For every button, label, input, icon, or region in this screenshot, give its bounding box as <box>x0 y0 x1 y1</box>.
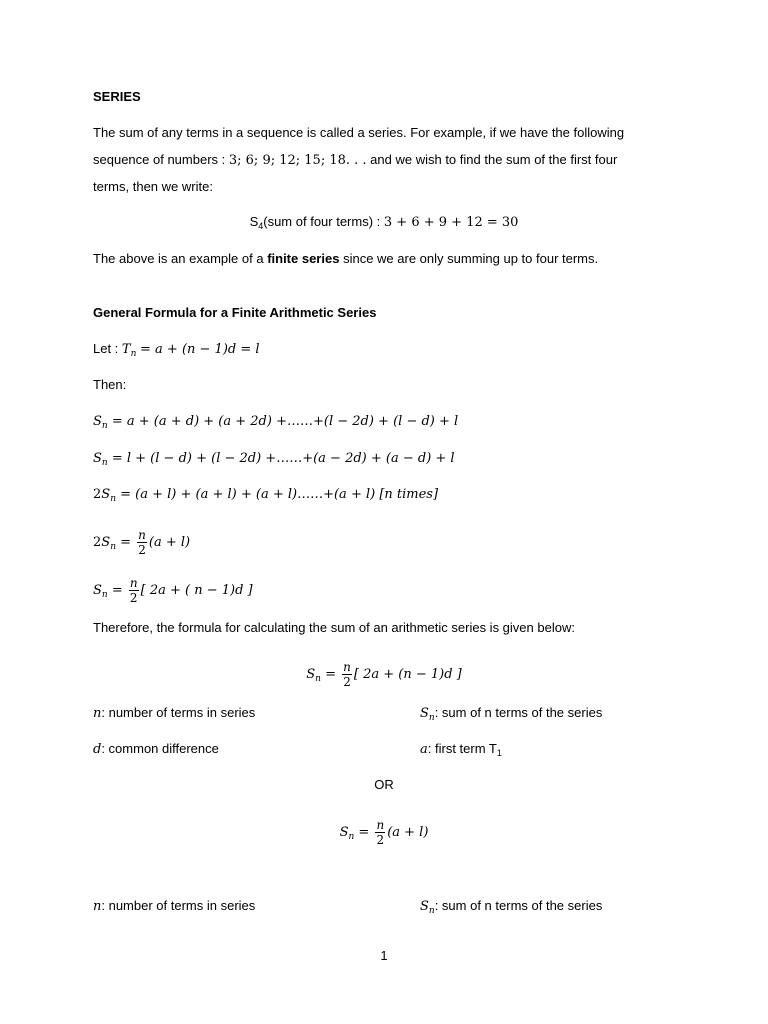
then-label: Then: <box>93 377 127 392</box>
intro-line-2-end: and we wish to find the sum of the first four <box>370 152 618 167</box>
definition-sn-text-repeat: : sum of n terms of the series <box>434 898 603 913</box>
alternate-formula: $S_n$ = $\frac{n}{2}$ (a + l) <box>339 818 429 847</box>
definition-a <box>420 740 502 759</box>
equation-4-body: (a + l) <box>148 535 191 550</box>
finite-series-term: finite series <box>267 251 340 266</box>
therefore-text: Therefore, the formula for calculating the sum of an arithmetic series is given below: <box>93 620 575 635</box>
definition-d <box>93 740 219 759</box>
definition-n <box>93 704 255 723</box>
example-subscript: 4 <box>258 221 264 231</box>
definition-n-text-repeat: : number of terms in series <box>101 898 256 913</box>
coefficient-two: 2 <box>93 487 102 502</box>
symbol-t-subscript: 1 <box>496 748 502 758</box>
intro-line-3: terms, then we write: <box>93 179 213 194</box>
fraction-n-over-2-d: $\frac{n}{2}$ <box>376 818 385 847</box>
equation-sum-forward: $S_n = a + (a + d) + (a + 2d)$ +……+(l − 2d) + (l − d) + l <box>93 414 459 431</box>
equation-sum-result: $S_n$ = $\frac{n}{2}$ [ 2a + ( n − 1)d ] <box>93 576 253 605</box>
symbol-s-subscript-repeat: n <box>428 906 435 916</box>
equation-double-sum-fraction: $2S_n$ = $\frac{n}{2}$ (a + l) <box>93 528 191 557</box>
symbol-s-subscript: n <box>428 713 435 723</box>
symbol-s-repeat: S <box>420 899 429 914</box>
or-separator: OR <box>374 777 394 792</box>
let-label: Let : <box>93 341 119 356</box>
fraction-n-over-2-b: $\frac{n}{2}$ <box>129 576 138 605</box>
finite-note-before: The above is an example of a <box>93 251 264 266</box>
symbol-d: d <box>93 742 102 757</box>
coefficient-two-b: 2 <box>93 535 102 550</box>
let-definition: Let : $T_n = a + (n - 1)d = l$ <box>93 341 260 359</box>
let-expression: = a + (n − 1)d = l <box>140 342 260 357</box>
example-label: (sum of four terms) : <box>263 214 381 229</box>
finite-series-note <box>93 250 598 268</box>
sequence-expression: 3; 6; 9; 12; 15; 18. . . <box>228 153 367 168</box>
equation-double-sum: $2S_n = (a + l) + (a + l) + (a$ + l)……+(a + l) [n times] <box>93 487 439 504</box>
definition-sn-text: : sum of n terms of the series <box>434 705 603 720</box>
fraction-n-over-2-c: $\frac{n}{2}$ <box>343 660 351 689</box>
equation-3-body: = (a + l) + (a + l) + (a + l)……+(a + l) [n times] <box>120 487 439 502</box>
intro-line-2 <box>93 151 617 170</box>
main-formula-body: [ 2a + (n − 1)d ] <box>353 667 462 682</box>
definition-d-text: : common difference <box>101 741 219 756</box>
symbol-a: a <box>420 742 428 757</box>
main-formula: $S_n$ = $\frac{n}{2}$ [ 2a + (n − 1)d ] <box>306 660 462 689</box>
fraction-n-over-2: $\frac{n}{2}$ <box>138 528 146 557</box>
symbol-n-repeat: n <box>93 899 102 914</box>
symbol-n: n <box>93 706 102 721</box>
equation-sum-reverse: $S_n = l + (l - d) + (l - 2d)$ +……+(a − 2d) + (a − d) + l <box>93 451 455 468</box>
definition-sn-repeat <box>420 897 602 916</box>
formula-section-heading: General Formula for a Finite Arithmetic Series <box>93 305 377 320</box>
intro-line-1: The sum of any terms in a sequence is called a series. For example, if we have the following <box>93 125 625 140</box>
equation-1-body: = a + (a + d) + (a + 2d) +……+(l − 2d) + (l − d) + l <box>111 414 459 429</box>
example-symbol: S <box>249 214 259 229</box>
equation-2-body: = l + (l − d) + (l − 2d) +……+(a − 2d) + (a − d) + l <box>111 451 455 466</box>
finite-note-after: since we are only summing up to four terms. <box>343 251 599 266</box>
symbol-s: S <box>420 706 429 721</box>
equation-5-body: [ 2a + ( n − 1)d ] <box>140 583 253 598</box>
page-number: 1 <box>380 948 388 963</box>
definition-n-repeat <box>93 897 255 916</box>
intro-line-2-start: sequence of numbers : <box>93 152 226 167</box>
definition-a-text: : first term T <box>427 741 497 756</box>
definition-n-text: : number of terms in series <box>101 705 256 720</box>
page-heading: SERIES <box>93 89 141 104</box>
example-equation <box>0 213 768 232</box>
definition-sn <box>420 704 602 723</box>
alternate-formula-body: (a + l) <box>387 825 429 840</box>
example-expression: 3 + 6 + 9 + 12 = 30 <box>383 215 519 230</box>
